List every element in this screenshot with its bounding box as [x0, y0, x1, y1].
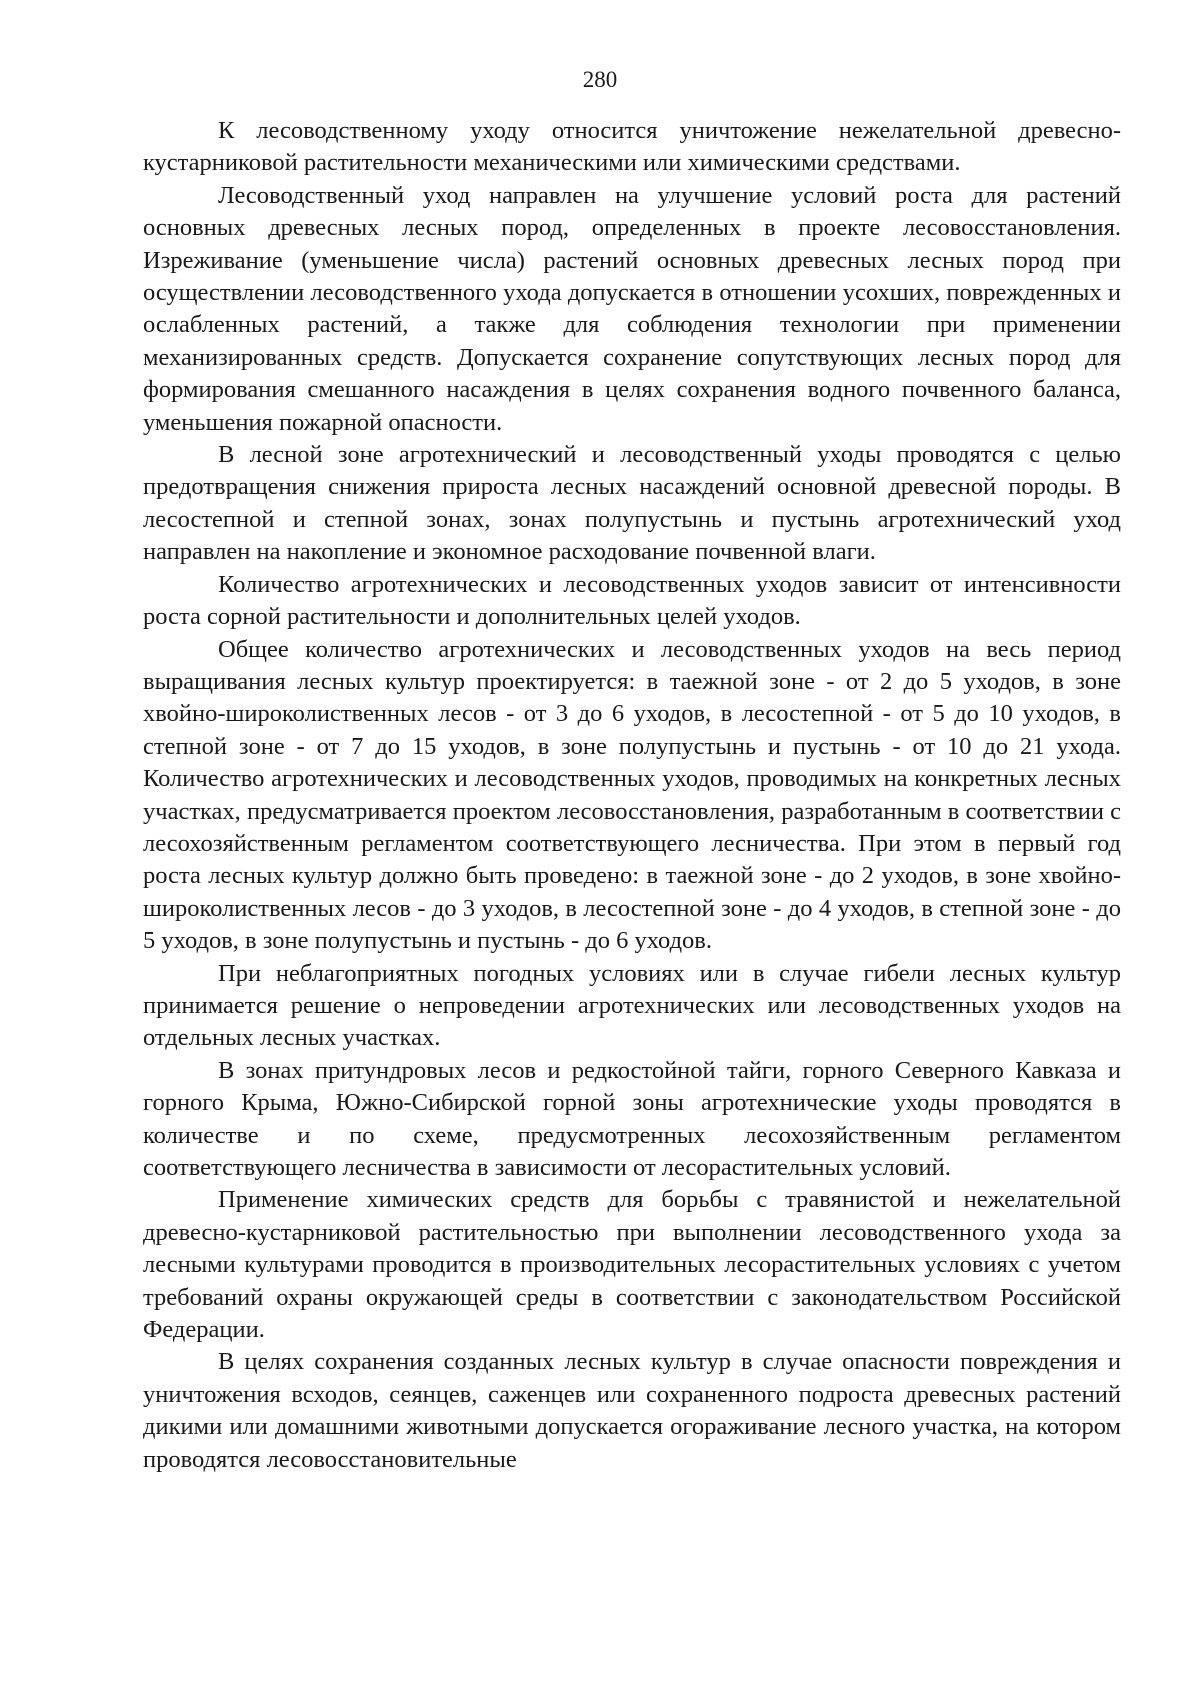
body-text [143, 115, 1121, 1476]
paragraph: К лесоводственному уходу относится уничтожение нежелательной древесно-кустарниковой растительности механическими или химическими средствами. [143, 117, 1121, 177]
paragraph: В целях сохранения созданных лесных культур в случае опасности повреждения и уничтожения всходов, сеянцев, саженцев или сохраненного подроста древесных растений дикими или домашними животными допускается огораживание лесного участка, на котором проводятся лесовосстановительные [143, 1348, 1121, 1473]
paragraph: В лесной зоне агротехнический и лесоводственный уходы проводятся с целью предотвращения снижения прироста лесных насаждений основной древесной породы. В лесостепной и степной зонах, зонах полупустынь и пустынь агротехнический уход направлен на накопление и экономное расходование почвенной влаги. [143, 441, 1121, 566]
paragraph: В зонах притундровых лесов и редкостойной тайги, горного Северного Кавказа и горного Крыма, Южно-Сибирской горной зоны агротехнические уходы проводятся в количестве и по схеме, предусмотренных лесохозяйственным регламентом соответствующего лесничества в зависимости от лесорастительных условий. [143, 1056, 1121, 1181]
paragraph: Общее количество агротехнических и лесоводственных уходов на весь период выращивания лесных культур проектируется: в таежной зоне - от 2 до 5 уходов, в зоне хвойно-широколиственных лесов - от 3 до 6 уходов, в лесостепной - от 5 до 10 уходов, в степной зоне - от 7 до 15 уходов, в зоне полупустынь и пустынь - от 10 до 21 ухода. Количество агротехнических и лесоводственных уходов, проводимых на конкретных лесных участках, предусматривается проектом лесовосстановления, разработанным в соответствии с лесохозяйственным регламентом соответствующего лесничества. При этом в первый год роста лесных культур должно быть проведено: в таежной зоне - до 2 уходов, в зоне хвойно-широколиственных лесов - до 3 уходов, в лесостепной зоне - до 4 уходов, в степной зоне - до 5 уходов, в зоне полупустынь и пустынь - до 6 уходов. [143, 635, 1121, 955]
paragraph: Лесоводственный уход направлен на улучшение условий роста для растений основных древесных лесных пород, определенных в проекте лесовосстановления. Изреживание (уменьшение числа) растений основных древесных лесных пород при осуществлении лесоводственного ухода допускается в отношении усохших, поврежденных и ослабленных растений, а также для соблюдения технологии при применении механизированных средств. Допускается сохранение сопутствующих лесных пород для формирования смешанного насаждения в целях сохранения водного почвенного баланса, уменьшения пожарной опасности. [143, 181, 1121, 436]
paragraph: При неблагоприятных погодных условиях или в случае гибели лесных культур принимается решение о непроведении агротехнических или лесоводственных уходов на отдельных лесных участках. [143, 959, 1121, 1052]
paragraph: Применение химических средств для борьбы с травянистой и нежелательной древесно-кустарниковой растительностью при выполнении лесоводственного ухода за лесными культурами проводится в производительных лесорастительных условиях с учетом требований охраны окружающей среды в соответствии с законодательством Российской Федерации. [143, 1186, 1121, 1344]
page-number: 280 [582, 67, 618, 92]
paragraph: Количество агротехнических и лесоводственных уходов зависит от интенсивности роста сорной растительности и дополнительных целей уходов. [143, 570, 1121, 631]
